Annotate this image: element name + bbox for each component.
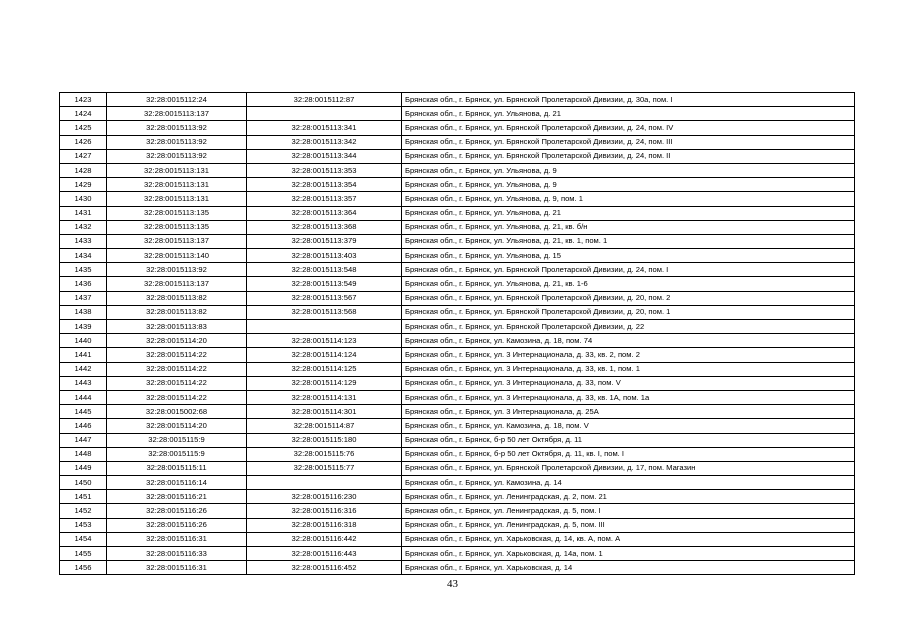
address-cell: Брянская обл., г. Брянск, ул. Ленинградская, д. 2, пом. 21 [402,490,855,504]
table-row [60,220,855,234]
table-row [60,277,855,291]
address-cell: Брянская обл., г. Брянск, ул. 3 Интернационала, д. 33, кв. 2, пом. 2 [402,348,855,362]
land-cadastral-number-cell: 32:28:0015116:31 [107,561,247,575]
row-number-cell: 1431 [60,206,107,220]
table-row [60,348,855,362]
row-number-cell: 1450 [60,476,107,490]
land-cadastral-number-cell: 32:28:0015113:92 [107,135,247,149]
object-cadastral-number-cell: 32:28:0015113:379 [247,234,402,248]
row-number-cell: 1432 [60,220,107,234]
row-number-cell: 1443 [60,376,107,390]
object-cadastral-number-cell: 32:28:0015112:87 [247,93,402,107]
land-cadastral-number-cell: 32:28:0015113:137 [107,234,247,248]
address-cell: Брянская обл., г. Брянск, ул. Брянской Пролетарской Дивизии, д. 24, пом. II [402,149,855,163]
table-row [60,249,855,263]
row-number-cell: 1434 [60,249,107,263]
row-number-cell: 1447 [60,433,107,447]
land-cadastral-number-cell: 32:28:0015115:9 [107,447,247,461]
row-number-cell: 1424 [60,107,107,121]
land-cadastral-number-cell: 32:28:0015114:22 [107,348,247,362]
object-cadastral-number-cell: 32:28:0015113:364 [247,206,402,220]
row-number-cell: 1435 [60,263,107,277]
land-cadastral-number-cell: 32:28:0015116:26 [107,518,247,532]
object-cadastral-number-cell: 32:28:0015115:76 [247,447,402,461]
address-cell: Брянская обл., г. Брянск, ул. Ульянова, д. 21 [402,206,855,220]
address-cell: Брянская обл., г. Брянск, ул. 3 Интернационала, д. 25А [402,405,855,419]
table-row [60,561,855,575]
object-cadastral-number-cell: 32:28:0015113:344 [247,149,402,163]
address-cell: Брянская обл., г. Брянск, ул. Камозина, д. 18, пом. 74 [402,334,855,348]
address-cell: Брянская обл., г. Брянск, ул. Харьковская, д. 14 [402,561,855,575]
row-number-cell: 1426 [60,135,107,149]
object-cadastral-number-cell: 32:28:0015114:124 [247,348,402,362]
object-cadastral-number-cell: 32:28:0015113:353 [247,163,402,177]
land-cadastral-number-cell: 32:28:0015113:131 [107,178,247,192]
address-cell: Брянская обл., г. Брянск, ул. Камозина, д. 18, пом. V [402,419,855,433]
address-cell: Брянская обл., г. Брянск, ул. 3 Интернационала, д. 33, пом. V [402,376,855,390]
object-cadastral-number-cell: 32:28:0015114:301 [247,405,402,419]
row-number-cell: 1438 [60,305,107,319]
land-cadastral-number-cell: 32:28:0015113:137 [107,277,247,291]
object-cadastral-number-cell [247,320,402,334]
object-cadastral-number-cell: 32:28:0015113:341 [247,121,402,135]
address-cell: Брянская обл., г. Брянск, ул. Брянской Пролетарской Дивизии, д. 22 [402,320,855,334]
land-cadastral-number-cell: 32:28:0015116:14 [107,476,247,490]
table-row [60,447,855,461]
land-cadastral-number-cell: 32:28:0015113:131 [107,192,247,206]
row-number-cell: 1442 [60,362,107,376]
address-cell: Брянская обл., г. Брянск, ул. Ульянова, д. 9 [402,163,855,177]
row-number-cell: 1455 [60,547,107,561]
address-cell: Брянская обл., г. Брянск, б-р 50 лет Октября, д. 11 [402,433,855,447]
address-cell: Брянская обл., г. Брянск, ул. Брянской Пролетарской Дивизии, д. 24, пом. III [402,135,855,149]
land-cadastral-number-cell: 32:28:0015116:21 [107,490,247,504]
land-cadastral-number-cell: 32:28:0015114:22 [107,376,247,390]
land-cadastral-number-cell: 32:28:0015113:92 [107,263,247,277]
table-row [60,405,855,419]
table-row [60,163,855,177]
address-cell: Брянская обл., г. Брянск, ул. Брянской Пролетарской Дивизии, д. 30а, пом. I [402,93,855,107]
table-row [60,518,855,532]
address-cell: Брянская обл., г. Брянск, ул. Ульянова, д. 21, кв. б/н [402,220,855,234]
object-cadastral-number-cell: 32:28:0015113:403 [247,249,402,263]
table-row [60,107,855,121]
row-number-cell: 1451 [60,490,107,504]
land-cadastral-number-cell: 32:28:0015114:20 [107,334,247,348]
object-cadastral-number-cell: 32:28:0015113:567 [247,291,402,305]
object-cadastral-number-cell: 32:28:0015116:316 [247,504,402,518]
land-cadastral-number-cell: 32:28:0015113:135 [107,206,247,220]
table-row [60,305,855,319]
table-row [60,376,855,390]
table-row [60,334,855,348]
land-cadastral-number-cell: 32:28:0015113:92 [107,121,247,135]
table-row [60,532,855,546]
object-cadastral-number-cell: 32:28:0015113:568 [247,305,402,319]
table-row [60,547,855,561]
object-cadastral-number-cell: 32:28:0015114:131 [247,390,402,404]
address-cell: Брянская обл., г. Брянск, ул. Харьковская, д. 14, кв. А, пом. А [402,532,855,546]
row-number-cell: 1428 [60,163,107,177]
object-cadastral-number-cell: 32:28:0015114:125 [247,362,402,376]
row-number-cell: 1433 [60,234,107,248]
address-cell: Брянская обл., г. Брянск, ул. Ульянова, д. 15 [402,249,855,263]
table-row [60,490,855,504]
table-row [60,504,855,518]
row-number-cell: 1430 [60,192,107,206]
object-cadastral-number-cell: 32:28:0015116:318 [247,518,402,532]
land-cadastral-number-cell: 32:28:0015114:22 [107,362,247,376]
table-row [60,291,855,305]
land-cadastral-number-cell: 32:28:0015114:22 [107,390,247,404]
table-row [60,121,855,135]
row-number-cell: 1444 [60,390,107,404]
page-number: 43 [447,578,458,590]
object-cadastral-number-cell: 32:28:0015115:180 [247,433,402,447]
object-cadastral-number-cell [247,476,402,490]
address-cell: Брянская обл., г. Брянск, ул. Ульянова, д. 21 [402,107,855,121]
object-cadastral-number-cell: 32:28:0015116:443 [247,547,402,561]
row-number-cell: 1436 [60,277,107,291]
object-cadastral-number-cell: 32:28:0015116:442 [247,532,402,546]
land-cadastral-number-cell: 32:28:0015113:131 [107,163,247,177]
land-cadastral-number-cell: 32:28:0015113:82 [107,291,247,305]
row-number-cell: 1437 [60,291,107,305]
object-cadastral-number-cell: 32:28:0015114:123 [247,334,402,348]
land-cadastral-number-cell: 32:28:0015113:137 [107,107,247,121]
object-cadastral-number-cell: 32:28:0015115:77 [247,461,402,475]
land-cadastral-number-cell: 32:28:0015113:82 [107,305,247,319]
address-cell: Брянская обл., г. Брянск, б-р 50 лет Октября, д. 11, кв. I, пом. I [402,447,855,461]
object-cadastral-number-cell: 32:28:0015113:342 [247,135,402,149]
address-cell: Брянская обл., г. Брянск, ул. Камозина, д. 14 [402,476,855,490]
address-cell: Брянская обл., г. Брянск, ул. Ульянова, д. 21, кв. 1, пом. 1 [402,234,855,248]
address-cell: Брянская обл., г. Брянск, ул. 3 Интернационала, д. 33, кв. 1, пом. 1 [402,362,855,376]
object-cadastral-number-cell: 32:28:0015116:452 [247,561,402,575]
table-row [60,419,855,433]
row-number-cell: 1427 [60,149,107,163]
row-number-cell: 1441 [60,348,107,362]
address-cell: Брянская обл., г. Брянск, ул. Ульянова, д. 9 [402,178,855,192]
land-cadastral-number-cell: 32:28:0015113:135 [107,220,247,234]
table-row [60,390,855,404]
table-row [60,93,855,107]
row-number-cell: 1445 [60,405,107,419]
table-row [60,263,855,277]
table-row [60,234,855,248]
row-number-cell: 1456 [60,561,107,575]
land-cadastral-number-cell: 32:28:0015116:26 [107,504,247,518]
row-number-cell: 1440 [60,334,107,348]
table-row [60,362,855,376]
table-row [60,135,855,149]
row-number-cell: 1429 [60,178,107,192]
address-cell: Брянская обл., г. Брянск, ул. Харьковская, д. 14а, пом. 1 [402,547,855,561]
object-cadastral-number-cell: 32:28:0015113:357 [247,192,402,206]
address-cell: Брянская обл., г. Брянск, ул. Ленинградская, д. 5, пом. I [402,504,855,518]
row-number-cell: 1452 [60,504,107,518]
table-row [60,178,855,192]
object-cadastral-number-cell: 32:28:0015114:87 [247,419,402,433]
address-cell: Брянская обл., г. Брянск, ул. Брянской Пролетарской Дивизии, д. 24, пом. IV [402,121,855,135]
address-cell: Брянская обл., г. Брянск, ул. Брянской Пролетарской Дивизии, д. 20, пом. 1 [402,305,855,319]
land-cadastral-number-cell: 32:28:0015113:140 [107,249,247,263]
land-cadastral-number-cell: 32:28:0015002:68 [107,405,247,419]
property-register-table [59,92,855,575]
row-number-cell: 1453 [60,518,107,532]
table-row [60,320,855,334]
row-number-cell: 1449 [60,461,107,475]
address-cell: Брянская обл., г. Брянск, ул. Брянской Пролетарской Дивизии, д. 17, пом. Магазин [402,461,855,475]
object-cadastral-number-cell: 32:28:0015113:368 [247,220,402,234]
address-cell: Брянская обл., г. Брянск, ул. Брянской Пролетарской Дивизии, д. 20, пом. 2 [402,291,855,305]
object-cadastral-number-cell: 32:28:0015113:548 [247,263,402,277]
address-cell: Брянская обл., г. Брянск, ул. Ульянова, д. 9, пом. 1 [402,192,855,206]
address-cell: Брянская обл., г. Брянск, ул. Брянской Пролетарской Дивизии, д. 24, пом. I [402,263,855,277]
table-row [60,433,855,447]
table-row [60,192,855,206]
table-body [60,93,855,575]
row-number-cell: 1439 [60,320,107,334]
object-cadastral-number-cell [247,107,402,121]
table-row [60,149,855,163]
land-cadastral-number-cell: 32:28:0015113:92 [107,149,247,163]
row-number-cell: 1423 [60,93,107,107]
object-cadastral-number-cell: 32:28:0015114:129 [247,376,402,390]
land-cadastral-number-cell: 32:28:0015114:20 [107,419,247,433]
land-cadastral-number-cell: 32:28:0015116:31 [107,532,247,546]
land-cadastral-number-cell: 32:28:0015115:9 [107,433,247,447]
land-cadastral-number-cell: 32:28:0015115:11 [107,461,247,475]
row-number-cell: 1448 [60,447,107,461]
address-cell: Брянская обл., г. Брянск, ул. 3 Интернационала, д. 33, кв. 1А, пом. 1а [402,390,855,404]
object-cadastral-number-cell: 32:28:0015116:230 [247,490,402,504]
land-cadastral-number-cell: 32:28:0015112:24 [107,93,247,107]
address-cell: Брянская обл., г. Брянск, ул. Ленинградская, д. 5, пом. III [402,518,855,532]
land-cadastral-number-cell: 32:28:0015116:33 [107,547,247,561]
row-number-cell: 1425 [60,121,107,135]
land-cadastral-number-cell: 32:28:0015113:83 [107,320,247,334]
object-cadastral-number-cell: 32:28:0015113:354 [247,178,402,192]
row-number-cell: 1454 [60,532,107,546]
object-cadastral-number-cell: 32:28:0015113:549 [247,277,402,291]
table-row [60,476,855,490]
table-row [60,461,855,475]
table-row [60,206,855,220]
row-number-cell: 1446 [60,419,107,433]
address-cell: Брянская обл., г. Брянск, ул. Ульянова, д. 21, кв. 1-6 [402,277,855,291]
